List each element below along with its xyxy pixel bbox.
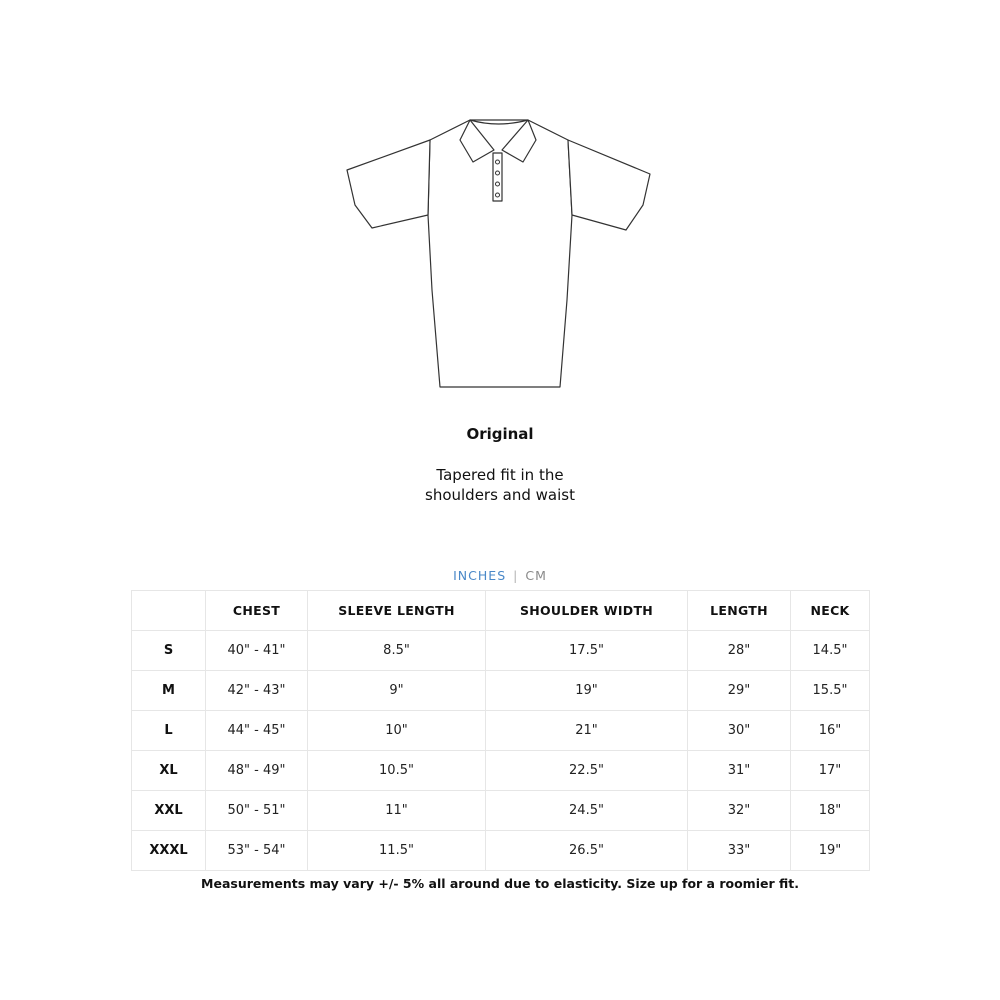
table-row bbox=[132, 711, 870, 751]
header-chest: CHEST bbox=[206, 591, 308, 631]
neck-value: 19" bbox=[791, 831, 870, 871]
fit-description bbox=[400, 465, 600, 505]
polo-shirt-icon bbox=[340, 112, 660, 397]
neck-value: 17" bbox=[791, 751, 870, 791]
shoulder-value: 26.5" bbox=[486, 831, 688, 871]
size-label: S bbox=[132, 631, 206, 671]
chest-value: 48" - 49" bbox=[206, 751, 308, 791]
chest-value: 53" - 54" bbox=[206, 831, 308, 871]
table-row bbox=[132, 671, 870, 711]
neck-value: 16" bbox=[791, 711, 870, 751]
shoulder-value: 22.5" bbox=[486, 751, 688, 791]
fit-description-line1: Tapered fit in the bbox=[436, 466, 564, 484]
chest-value: 44" - 45" bbox=[206, 711, 308, 751]
shoulder-value: 17.5" bbox=[486, 631, 688, 671]
fit-description-line2: shoulders and waist bbox=[425, 486, 575, 504]
length-value: 28" bbox=[688, 631, 791, 671]
shoulder-value: 21" bbox=[486, 711, 688, 751]
size-chart-table bbox=[131, 590, 870, 871]
header-neck: NECK bbox=[791, 591, 870, 631]
table-corner-cell bbox=[132, 591, 206, 631]
chest-value: 50" - 51" bbox=[206, 791, 308, 831]
sleeve-value: 11" bbox=[308, 791, 486, 831]
chest-value: 40" - 41" bbox=[206, 631, 308, 671]
length-value: 29" bbox=[688, 671, 791, 711]
sleeve-value: 9" bbox=[308, 671, 486, 711]
size-label: L bbox=[132, 711, 206, 751]
sleeve-value: 10" bbox=[308, 711, 486, 751]
measurement-footnote: Measurements may vary +/- 5% all around due to elasticity. Size up for a roomier fit. bbox=[201, 876, 799, 891]
size-label: M bbox=[132, 671, 206, 711]
neck-value: 18" bbox=[791, 791, 870, 831]
length-value: 31" bbox=[688, 751, 791, 791]
header-shoulder-width: SHOULDER WIDTH bbox=[486, 591, 688, 631]
length-value: 33" bbox=[688, 831, 791, 871]
shoulder-value: 24.5" bbox=[486, 791, 688, 831]
shoulder-value: 19" bbox=[486, 671, 688, 711]
table-row bbox=[132, 631, 870, 671]
sleeve-value: 8.5" bbox=[308, 631, 486, 671]
neck-value: 15.5" bbox=[791, 671, 870, 711]
table-header-row bbox=[132, 591, 870, 631]
table-row bbox=[132, 751, 870, 791]
size-label: XL bbox=[132, 751, 206, 791]
size-label: XXXL bbox=[132, 831, 206, 871]
chest-value: 42" - 43" bbox=[206, 671, 308, 711]
length-value: 32" bbox=[688, 791, 791, 831]
unit-toggle bbox=[0, 568, 1000, 583]
unit-cm-option[interactable]: CM bbox=[525, 568, 547, 583]
fit-title: Original bbox=[466, 425, 534, 443]
sleeve-value: 10.5" bbox=[308, 751, 486, 791]
length-value: 30" bbox=[688, 711, 791, 751]
table-row bbox=[132, 831, 870, 871]
table-row bbox=[132, 791, 870, 831]
neck-value: 14.5" bbox=[791, 631, 870, 671]
unit-inches-option[interactable]: INCHES bbox=[453, 568, 507, 583]
unit-separator: | bbox=[513, 568, 519, 583]
sleeve-value: 11.5" bbox=[308, 831, 486, 871]
size-label: XXL bbox=[132, 791, 206, 831]
header-length: LENGTH bbox=[688, 591, 791, 631]
header-sleeve-length: SLEEVE LENGTH bbox=[308, 591, 486, 631]
